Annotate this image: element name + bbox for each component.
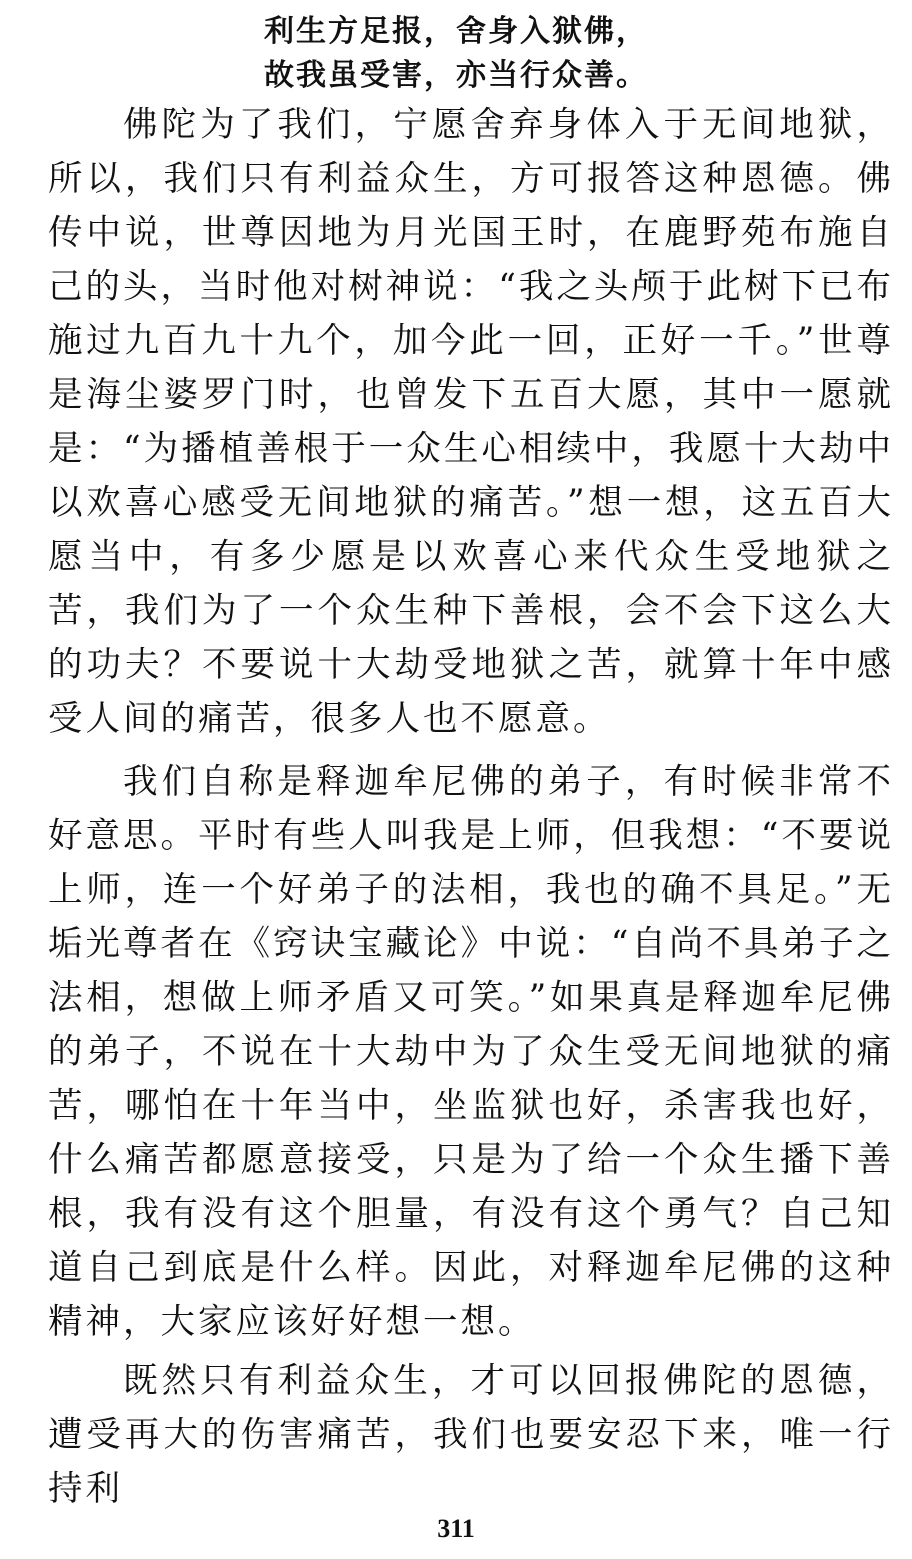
paragraph: 既然只有利益众生，才可以回报佛陀的恩德，遭受再大的伤害痛苦，我们也要安忍下来，唯一行持利 <box>48 1361 894 1509</box>
page-number: 311 <box>437 1514 475 1543</box>
paragraph: 我们自称是释迦牟尼佛的弟子，有时候非常不好意思。平时有些人叫我是上师，但我想：“不要说上师，连一个好弟子的法相，我也的确不具足。”无垢光尊者在《窍诀宝藏论》中说：“自尚不具弟子之法相，想做上师矛盾又可笑。”如果真是释迦牟尼佛的弟子，不说在十大劫中为了众生受无间地狱的痛苦，哪怕在十年当中，坐监狱也好，杀害我也好，什么痛苦都愿意接受，只是为了给一个众生播下善根，我有没有这个胆量，有没有这个勇气？自己知道自己到底是什么样。因此，对释迦牟尼佛的这种精神，大家应该好好想一想。 <box>48 762 894 1342</box>
verse-line-1: 利生方足报，舍身入狱佛， <box>264 14 648 49</box>
paragraph: 佛陀为了我们，宁愿舍弃身体入于无间地狱，所以，我们只有利益众生，方可报答这种恩德。佛传中说，世尊因地为月光国王时，在鹿野苑布施自己的头，当时他对树神说：“我之头颅于此树下已布施过九百九十九个，加今此一回，正好一千。”世尊是海尘婆罗门时，也曾发下五百大愿，其中一愿就是：“为播植善根于一众生心相续中，我愿十大劫中以欢喜心感受无间地狱的痛苦。”想一想，这五百大愿当中，有多少愿是以欢喜心来代众生受地狱之苦，我们为了一个众生种下善根，会不会下这么大的功夫？不要说十大劫受地狱之苦，就算十年中感受人间的痛苦，很多人也不愿意。 <box>48 105 894 739</box>
verse-line-2: 故我虽受害，亦当行众善。 <box>264 58 648 93</box>
